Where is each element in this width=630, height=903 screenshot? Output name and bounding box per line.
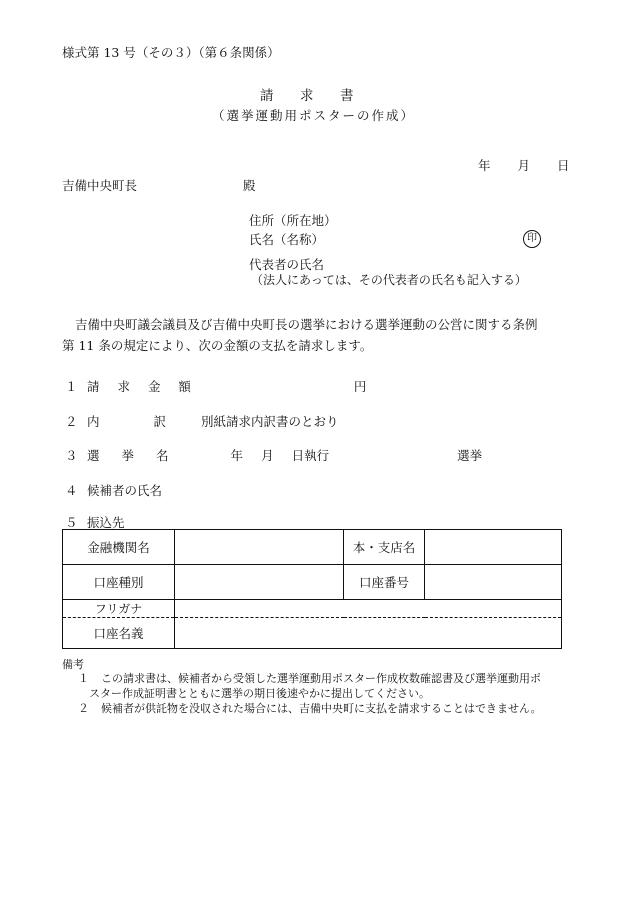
title-char-2: 求 [300, 88, 314, 104]
institution-label: 金融機関名 [63, 530, 175, 565]
account-holder-field[interactable] [175, 618, 562, 649]
item-3-label-b: 挙 [121, 448, 135, 463]
item-3-label-a: 選 [87, 448, 100, 463]
date-month-label: 月 [517, 158, 531, 173]
item-candidate [65, 481, 162, 499]
date-line [478, 156, 570, 174]
item-breakdown [65, 412, 339, 430]
item-1-label: 請 求 金 額 [87, 379, 198, 394]
item-3-month: 月 [261, 448, 274, 463]
branch-label: 本・支店名 [344, 530, 425, 565]
representative-label: 代表者の氏名 [249, 257, 325, 272]
furigana-label: フリガナ [63, 600, 175, 618]
item-1-unit: 円 [353, 379, 367, 394]
note-1-line-2: スター作成証明書とともに選挙の期日後速やかに提出してください。 [89, 687, 430, 700]
form-number: 様式第 13 号（その３）（第６条関係） [62, 45, 280, 60]
branch-field[interactable] [425, 530, 562, 565]
item-1-number: １ [65, 379, 78, 394]
account-holder-label: 口座名義 [63, 618, 175, 649]
document-subtitle: （選挙運動用ポスターの作成） [212, 108, 416, 123]
item-3-label-c: 名 [156, 448, 169, 463]
item-2-number: ２ [65, 414, 78, 429]
seal-mark: 印 [523, 230, 541, 248]
notes-heading: 備考 [62, 658, 84, 671]
note-1-number: １ [78, 672, 89, 685]
item-4-number: ４ [65, 483, 78, 498]
item-2-value: 別紙請求内訳書のとおり [201, 414, 339, 429]
item-3-number: ３ [65, 448, 78, 463]
bank-row-holder [63, 618, 562, 649]
date-day-label: 日 [557, 158, 570, 173]
statement-line-1: 吉備中央町議会議員及び吉備中央町長の選挙における選挙運動の公営に関する条例 [75, 317, 538, 332]
addressee-honorific: 殿 [243, 178, 256, 193]
name-label: 氏名（名称） [249, 232, 325, 247]
institution-field[interactable] [175, 530, 344, 565]
account-type-field[interactable] [175, 565, 344, 600]
bank-table [62, 529, 562, 649]
title-char-1: 請 [260, 88, 274, 104]
item-2-label-b: 訳 [153, 414, 167, 429]
note-1-line-1: この請求書は、候補者から受領した選挙運動用ポスター作成枚数確認書及び選挙運動用ポ [101, 672, 541, 685]
representative-note: （法人にあっては、その代表者の氏名も記入する） [251, 273, 527, 287]
bank-row-furigana [63, 600, 562, 618]
furigana-field[interactable] [175, 600, 562, 618]
item-3-year: 年 [230, 448, 244, 463]
item-4-label: 候補者の氏名 [87, 483, 163, 498]
item-3-day-exec: 日執行 [291, 448, 330, 463]
statement-line-2: 第 11 条の規定により、次の金額の支払を請求します。 [62, 338, 373, 353]
item-amount [65, 377, 366, 395]
date-year-label: 年 [478, 158, 491, 173]
addressee-name: 吉備中央町長 [62, 178, 138, 193]
item-2-label-a: 内 [87, 414, 100, 429]
item-election [65, 446, 482, 464]
account-type-label: 口座種別 [63, 565, 175, 600]
account-number-field[interactable] [425, 565, 562, 600]
document-title [260, 84, 354, 104]
item-3-election: 選挙 [457, 448, 483, 463]
note-2-text: 候補者が供託物を没収された場合には、吉備中央町に支払を請求することはできません。 [101, 702, 542, 715]
item-5-label: 振込先 [87, 515, 125, 530]
bank-row-institution [63, 530, 562, 565]
request-statement [62, 314, 578, 356]
item-5-number: ５ [65, 515, 78, 530]
address-label: 住所（所在地） [249, 213, 337, 228]
bank-row-account [63, 565, 562, 600]
account-number-label: 口座番号 [344, 565, 425, 600]
title-char-3: 書 [340, 88, 354, 104]
note-2-number: ２ [78, 702, 89, 715]
